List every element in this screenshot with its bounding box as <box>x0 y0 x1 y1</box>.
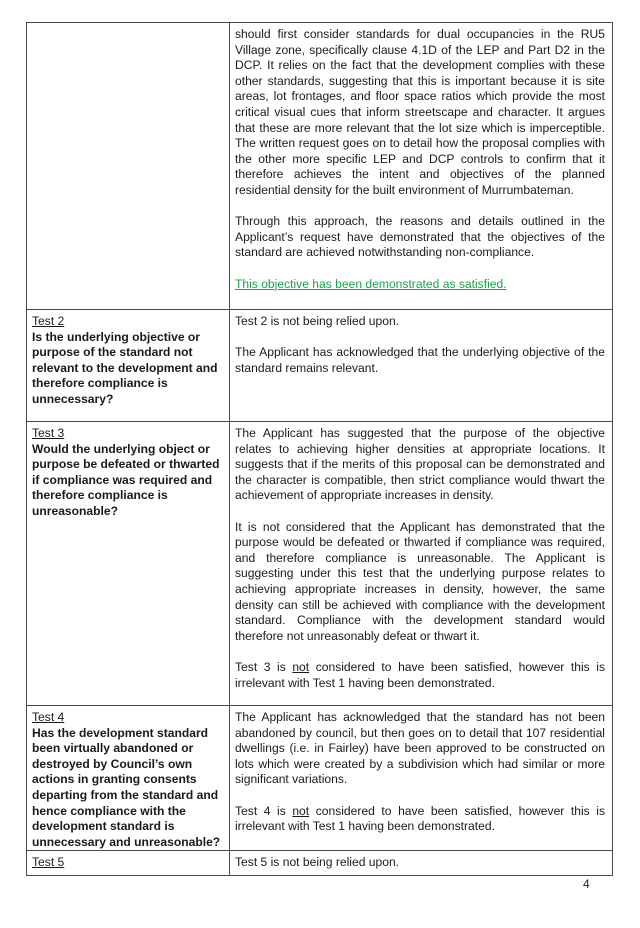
paragraph <box>235 804 605 835</box>
test-label-cell <box>27 310 230 422</box>
paragraph: The Applicant has acknowledged that the standard has not been abandoned by council, but then goes on to detail that 107 residential dwellings (i.e. in Fairley) have been approved to be constructed on lots which were created by a subdivision which had similar or more significant variations. <box>235 710 605 787</box>
text-run: Test 3 is <box>235 659 293 674</box>
test-question: Is the underlying objective or purpose of the standard not relevant to the development and therefore compliance is unnecessary? <box>32 329 218 406</box>
assessment-cell <box>230 23 613 310</box>
paragraph: Through this approach, the reasons and details outlined in the Applicant’s request have demonstrated that the objectives of the standard are achieved notwithstanding non-compliance. <box>235 214 605 260</box>
test-label: Test 3 <box>32 426 65 440</box>
paragraph: The Applicant has suggested that the purpose of the objective relates to achieving higher densities at appropriate locations. It suggests that if the merits of this proposal can be demonstrated and the character is compatible, then strict compliance would thwart the achievement of appropriate increases in density. <box>235 426 605 503</box>
table-row <box>27 706 613 851</box>
test-label-cell <box>27 706 230 851</box>
emphasis: not <box>292 659 310 674</box>
assessment-cell <box>230 851 613 876</box>
assessment-cell <box>230 422 613 706</box>
test-label: Test 4 <box>32 710 65 724</box>
table-row <box>27 422 613 706</box>
text-run: Test 4 is <box>235 803 293 818</box>
table-row <box>27 851 613 876</box>
emphasis: not <box>292 803 310 818</box>
text-run: considered to have been satisfied, however this is irrelevant with Test 1 having been demonstrated. <box>235 803 605 834</box>
test-label: Test 5 <box>32 855 65 870</box>
test-label-cell <box>27 23 230 310</box>
assessment-cell <box>230 310 613 422</box>
paragraph: The Applicant has acknowledged that the underlying objective of the standard remains relevant. <box>235 345 605 375</box>
paragraph: It is not considered that the Applicant has demonstrated that the purpose would be defeated or thwarted if compliance was required, and therefore compliance is unreasonable. The Applicant is suggesting under this test that the underlying purpose relates to achieving appropriate increases in density, however, the same density can still be achieved with compliance with the development standard. Compliance with the development standard would therefore not unreasonably defeat or thwart it. <box>235 519 605 643</box>
assessment-table <box>26 22 613 876</box>
paragraph: should first consider standards for dual occupancies in the RU5 Village zone, specifically clause 4.1D of the LEP and Part D2 in the DCP. It relies on the fact that the development complies with these other standards, suggesting that this is important because it is site areas, lot frontages, and floor space ratios which provide the most critical visual cues that inform streetscape and character. It argues that these are more relevant that the lot size which is imperceptible. The written request goes on to detail how the proposal complies with the other more specific LEP and DCP controls to confirm that it therefore achieves the intent and objectives of the planned residential density for the built environment of Murrumbateman. <box>235 27 605 197</box>
page-number: 4 <box>583 877 590 891</box>
test-label: Test 2 <box>32 314 65 328</box>
paragraph <box>235 660 605 691</box>
paragraph: Test 5 is not being relied upon. <box>235 855 400 870</box>
paragraph: Test 2 is not being relied upon. <box>235 314 400 328</box>
table-row <box>27 23 613 310</box>
table-row <box>27 310 613 422</box>
conclusion-satisfied: This objective has been demonstrated as satisfied. <box>235 276 507 291</box>
assessment-cell <box>230 706 613 851</box>
test-label-cell <box>27 851 230 876</box>
test-question: Has the development standard been virtually abandoned or destroyed by Council’s own actions in granting consents departing from the standard and hence compliance with the development standard is unnecessary and unreasonable? <box>32 725 221 849</box>
text-run: considered to have been satisfied, however this is irrelevant with Test 1 having been demonstrated. <box>235 659 605 690</box>
test-label-cell <box>27 422 230 706</box>
test-question: Would the underlying object or purpose be defeated or thwarted if compliance was required and therefore compliance is unreasonable? <box>32 441 220 518</box>
